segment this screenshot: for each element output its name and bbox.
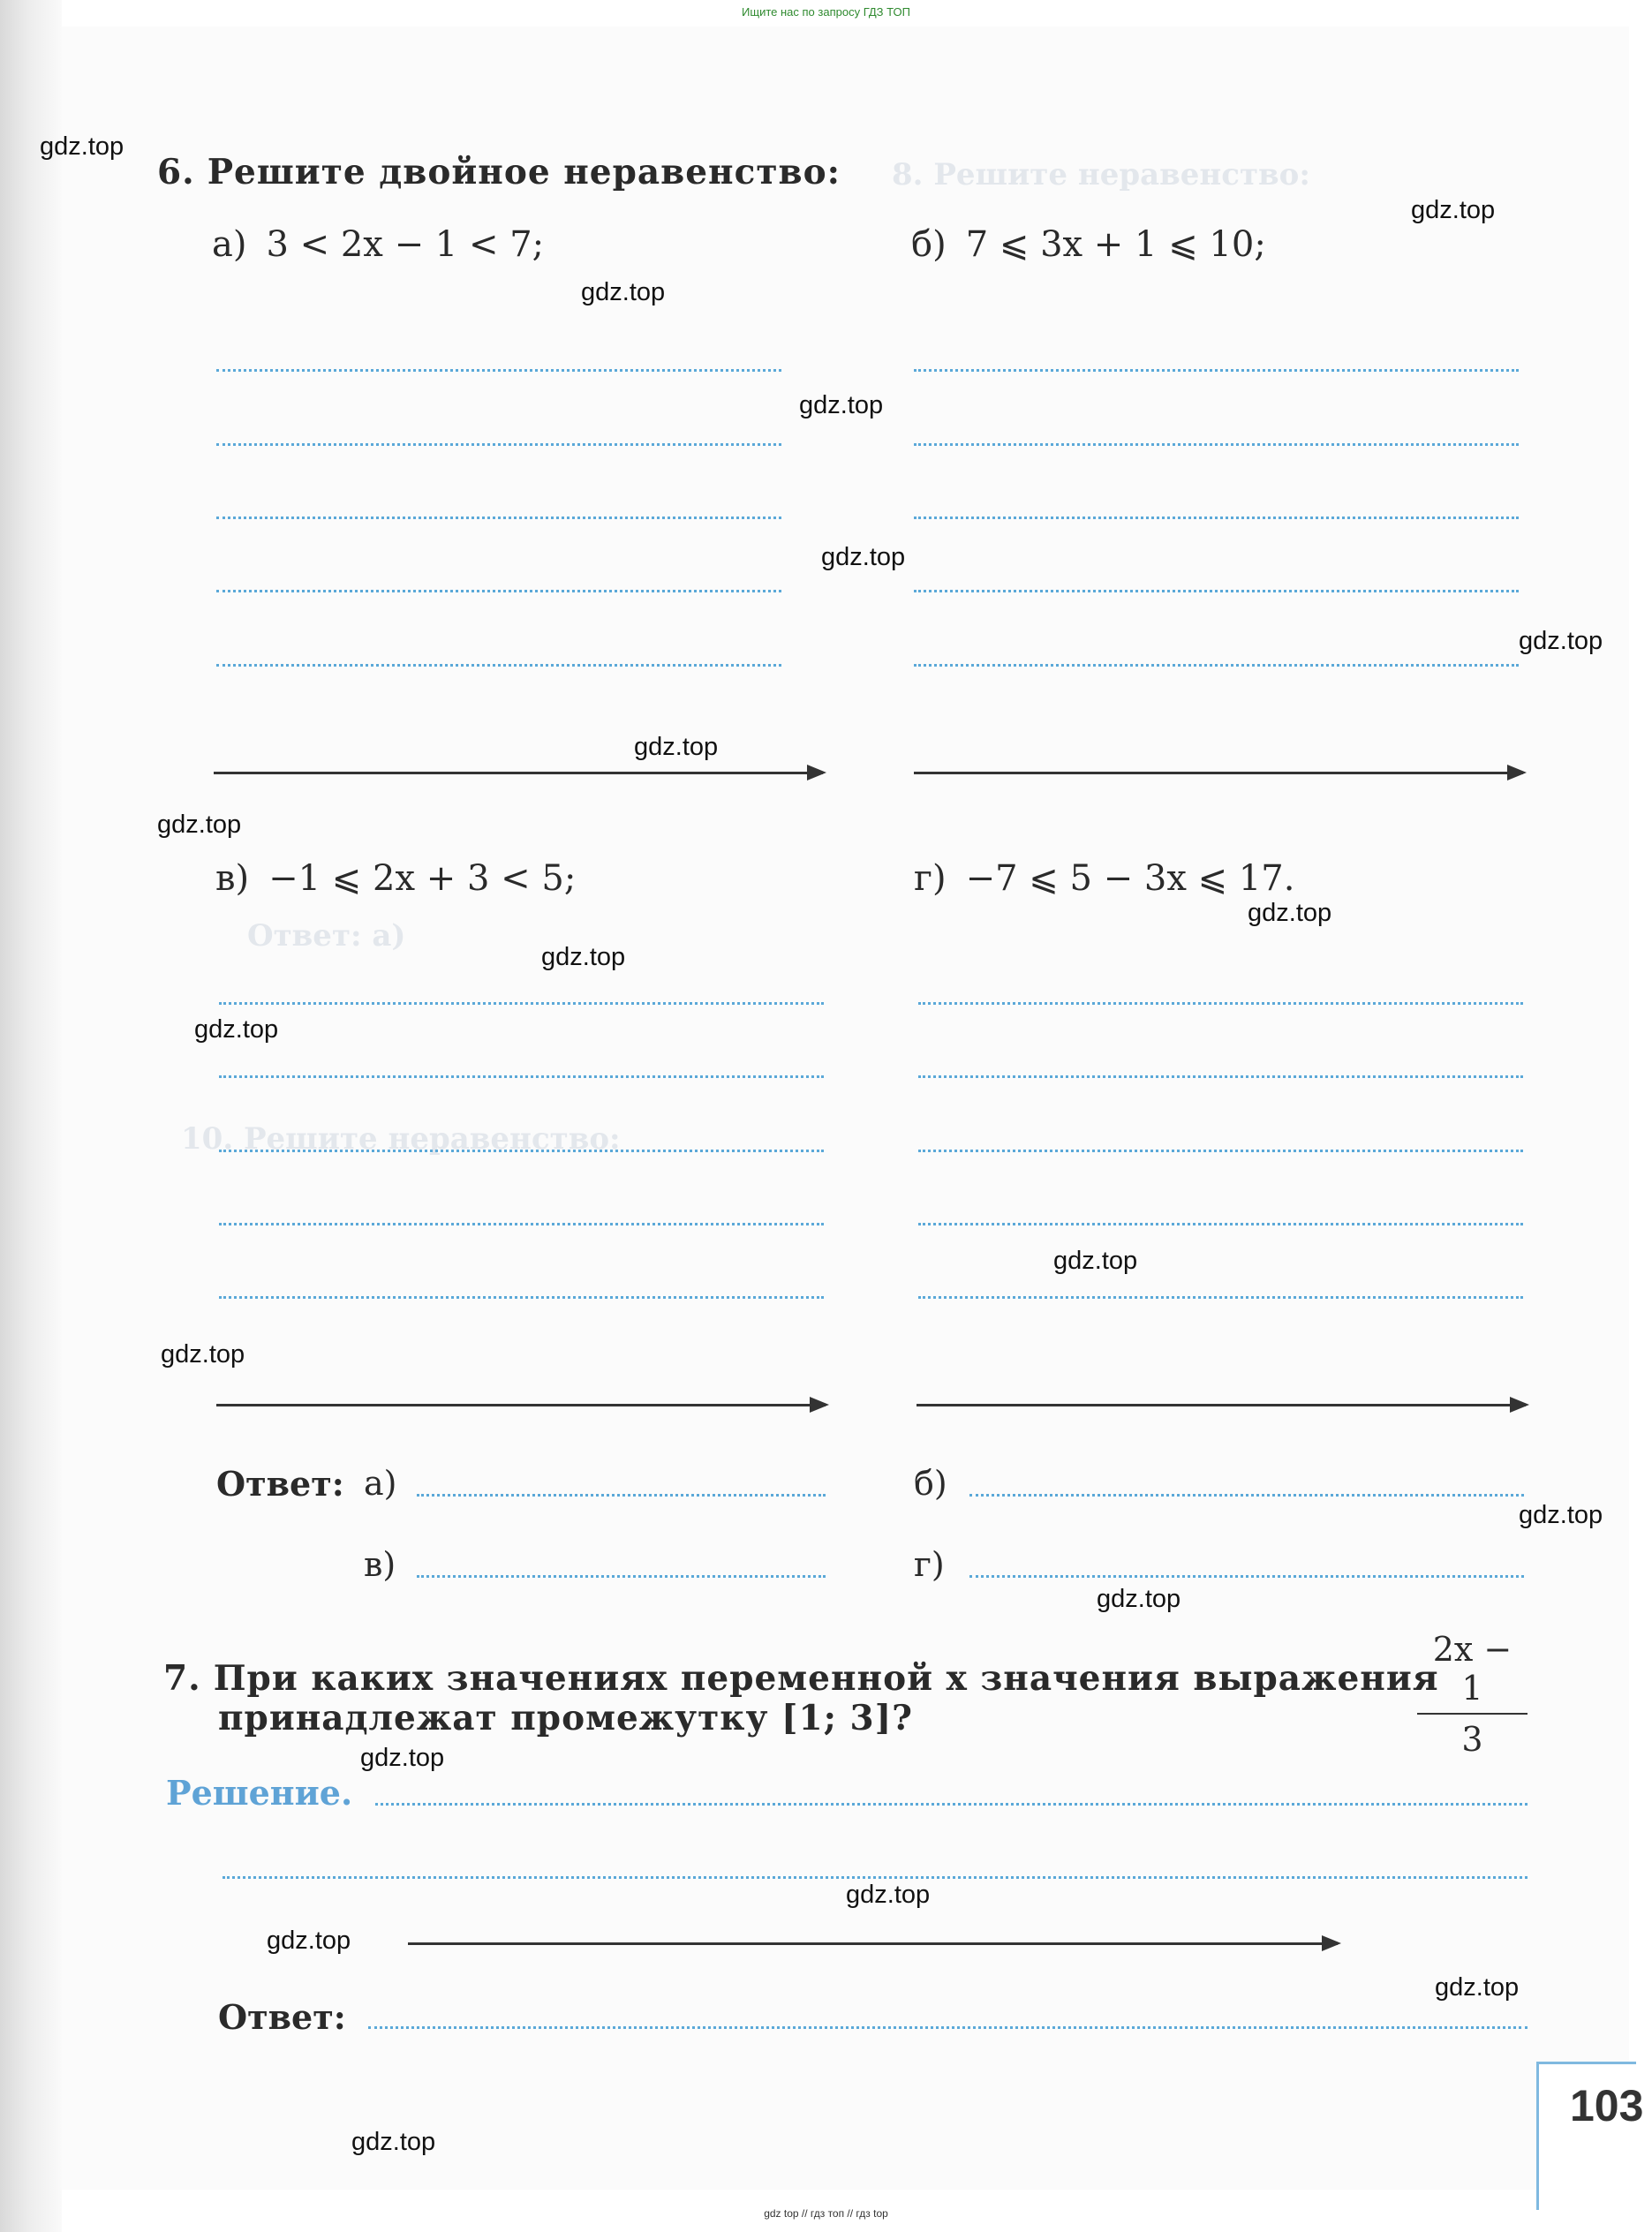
bleed-through: 10. Решите неравенство: xyxy=(181,1121,621,1157)
task-7-line-2: принадлежат промежутку [1; 3]? xyxy=(218,1698,913,1738)
solution-line[interactable] xyxy=(375,1803,1528,1806)
item-label: б) xyxy=(911,224,947,265)
task-title: Решите двойное неравенство: xyxy=(207,152,841,192)
watermark: gdz.top xyxy=(821,543,906,571)
bleed-through: Ответ: а) xyxy=(247,918,406,954)
answer-line[interactable] xyxy=(216,517,781,519)
item-c xyxy=(215,858,576,899)
answer-field-c[interactable] xyxy=(417,1575,826,1578)
task-number: 6. xyxy=(157,152,195,192)
page-spine-shadow xyxy=(0,0,62,2232)
task-number: 7. xyxy=(163,1658,201,1699)
watermark: gdz.top xyxy=(194,1015,279,1044)
top-banner: Ищите нас по запросу ГДЗ ТОП xyxy=(742,5,910,19)
item-d xyxy=(914,858,1294,899)
watermark: gdz.top xyxy=(360,1744,445,1772)
number-line-arrow xyxy=(917,1404,1526,1406)
task-7-answer-label: Ответ: xyxy=(218,1997,346,2037)
answer-line[interactable] xyxy=(216,369,781,372)
item-b xyxy=(911,224,1266,265)
task-7-question: При каких значениях переменной x значения выражения xyxy=(213,1658,1439,1699)
watermark: gdz.top xyxy=(40,132,124,161)
watermark: gdz.top xyxy=(634,733,719,761)
inequality-c: −1 ⩽ 2x + 3 < 5; xyxy=(268,858,577,899)
watermark: gdz.top xyxy=(1248,899,1332,927)
watermark: gdz.top xyxy=(267,1927,351,1955)
answer-sublabel-b: б) xyxy=(914,1464,947,1503)
fraction-numerator: 2x − 1 xyxy=(1432,1630,1512,1708)
fraction-denominator: 3 xyxy=(1461,1720,1483,1759)
watermark: gdz.top xyxy=(581,278,666,306)
answer-line[interactable] xyxy=(914,443,1519,446)
answer-field-d[interactable] xyxy=(969,1575,1524,1578)
number-line-arrow xyxy=(214,772,823,774)
watermark: gdz.top xyxy=(1053,1247,1138,1275)
task-7-line-1 xyxy=(163,1658,1439,1699)
answer-line[interactable] xyxy=(918,1296,1523,1299)
answer-line[interactable] xyxy=(219,1150,824,1152)
inequality-a: 3 < 2x − 1 < 7; xyxy=(266,224,545,265)
task-6-heading xyxy=(157,152,841,192)
answer-line[interactable] xyxy=(219,1075,824,1078)
solution-label: Решение. xyxy=(166,1773,353,1813)
answer-label: Ответ: xyxy=(216,1464,344,1504)
number-line-arrow xyxy=(216,1404,826,1406)
answer-line[interactable] xyxy=(918,1075,1523,1078)
inequality-d: −7 ⩽ 5 − 3x ⩽ 17. xyxy=(965,858,1295,899)
answer-line[interactable] xyxy=(216,664,781,667)
watermark: gdz.top xyxy=(799,391,884,419)
answer-line[interactable] xyxy=(219,1223,824,1225)
item-a xyxy=(212,224,544,265)
answer-line[interactable] xyxy=(918,1150,1523,1152)
answer-line[interactable] xyxy=(918,1002,1523,1005)
answer-sublabel-a: а) xyxy=(364,1464,397,1503)
bottom-banner: gdz top // гдз топ // гдз top xyxy=(764,2207,888,2220)
answer-line[interactable] xyxy=(216,590,781,592)
bleed-through: 8. Решите неравенство: xyxy=(892,157,1310,192)
task-7-answer-field[interactable] xyxy=(368,2026,1528,2029)
answer-line[interactable] xyxy=(914,664,1519,667)
answer-field-b[interactable] xyxy=(969,1494,1524,1497)
watermark: gdz.top xyxy=(157,811,242,839)
number-line-arrow xyxy=(408,1942,1338,1945)
watermark: gdz.top xyxy=(1411,196,1496,224)
watermark: gdz.top xyxy=(1519,1501,1603,1529)
item-label: г) xyxy=(914,858,947,899)
answer-line[interactable] xyxy=(219,1002,824,1005)
watermark: gdz.top xyxy=(846,1881,931,1909)
answer-line[interactable] xyxy=(914,369,1519,372)
watermark: gdz.top xyxy=(1519,627,1603,655)
fraction-bar xyxy=(1417,1713,1528,1715)
page-number: 103 xyxy=(1570,2081,1644,2130)
workbook-page xyxy=(49,26,1629,2190)
watermark: gdz.top xyxy=(1097,1585,1181,1613)
item-label: а) xyxy=(212,224,247,265)
answer-line[interactable] xyxy=(914,517,1519,519)
expression-fraction xyxy=(1417,1630,1528,1759)
answer-field-a[interactable] xyxy=(417,1494,826,1497)
watermark: gdz.top xyxy=(541,943,626,971)
answer-sublabel-d: г) xyxy=(914,1545,945,1584)
answer-line[interactable] xyxy=(914,590,1519,592)
item-label: в) xyxy=(215,858,250,899)
answer-line[interactable] xyxy=(219,1296,824,1299)
solution-line[interactable] xyxy=(223,1876,1528,1879)
watermark: gdz.top xyxy=(161,1340,245,1369)
inequality-b: 7 ⩽ 3x + 1 ⩽ 10; xyxy=(965,224,1266,265)
answer-line[interactable] xyxy=(216,443,781,446)
number-line-arrow xyxy=(914,772,1523,774)
answer-sublabel-c: в) xyxy=(364,1545,396,1584)
answer-line[interactable] xyxy=(918,1223,1523,1225)
watermark: gdz.top xyxy=(1435,1973,1520,2002)
watermark: gdz.top xyxy=(351,2128,436,2156)
